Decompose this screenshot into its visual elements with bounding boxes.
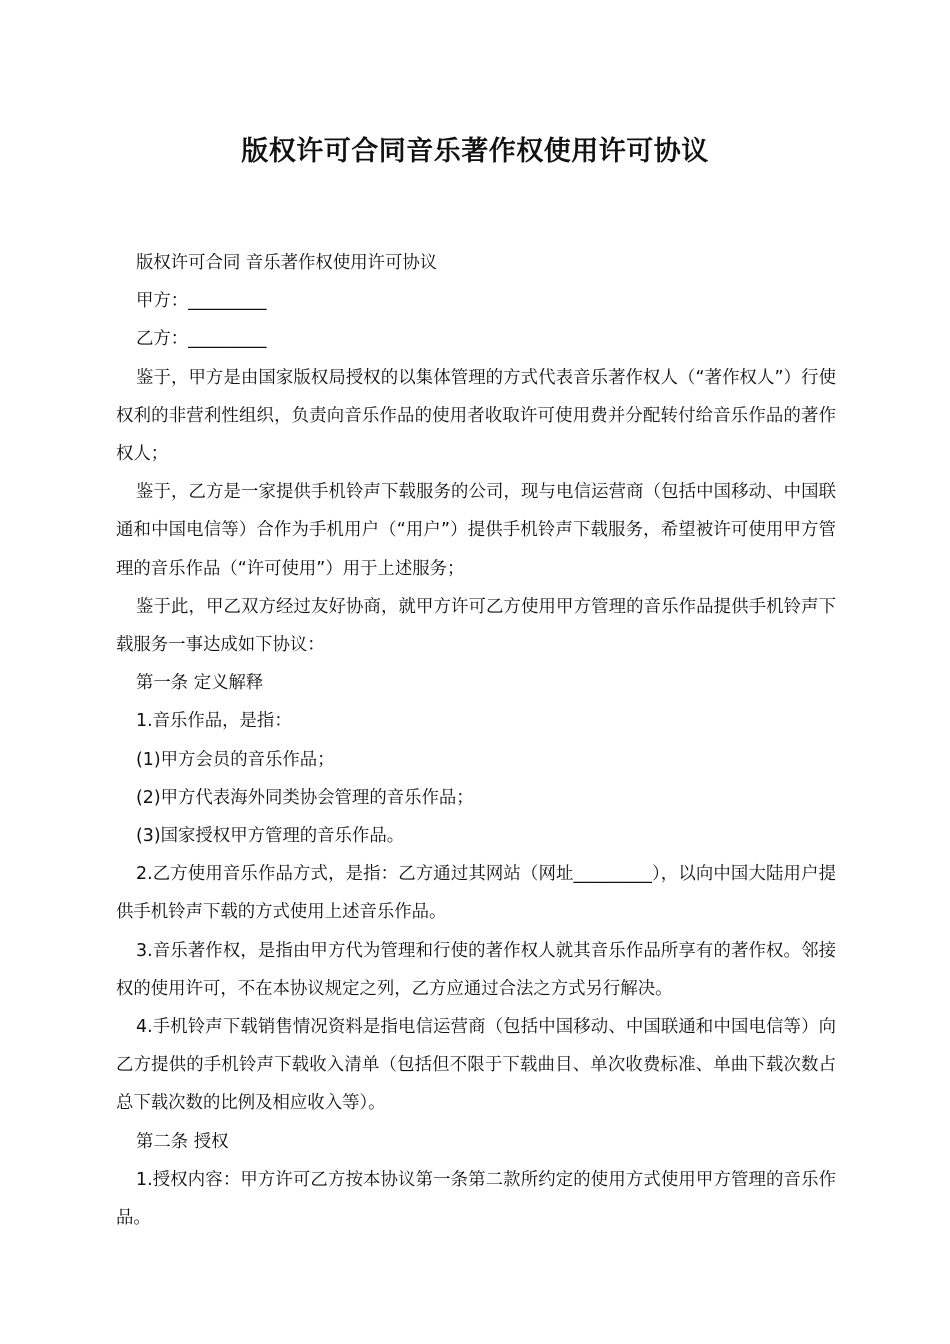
document-title: 版权许可合同音乐著作权使用许可协议 bbox=[241, 136, 709, 167]
paragraph-subtitle: 版权许可合同 音乐著作权使用许可协议 bbox=[136, 253, 438, 273]
paragraph-party-a: 甲方：_________ bbox=[136, 291, 267, 312]
paragraph-party-b: 乙方：_________ bbox=[136, 329, 267, 350]
document-body bbox=[116, 244, 836, 1237]
article-2-heading: 第二条 授权 bbox=[136, 1131, 229, 1152]
paragraph-recital-1: 鉴于，甲方是由国家版权局授权的以集体管理的方式代表音乐著作权人（“著作权人”）行使权利的非营利性组织，负责向音乐作品的使用者收取许可使用费并分配转付给音乐作品的著作权人； bbox=[116, 367, 836, 465]
clause-1-3: 3.音乐著作权，是指由甲方代为管理和行使的著作权人就其音乐作品所享有的著作权。邻接权的使用许可，不在本协议规定之列，乙方应通过合法之方式另行解决。 bbox=[116, 940, 836, 999]
clause-1-1: 1.音乐作品，是指： bbox=[136, 711, 292, 732]
clause-1-1-item-1: (1)甲方会员的音乐作品； bbox=[136, 749, 335, 770]
clause-1-4: 4.手机铃声下载销售情况资料是指电信运营商（包括中国移动、中国联通和中国电信等）向乙方提供的手机铃声下载收入清单（包括但不限于下载曲目、单次收费标准、单曲下载次数占总下载次数的比例及相应收入等）。 bbox=[116, 1017, 836, 1114]
clause-2-1: 1.授权内容：甲方许可乙方按本协议第一条第二款所约定的使用方式使用甲方管理的音乐作品。 bbox=[116, 1169, 836, 1229]
clause-1-1-item-3: (3)国家授权甲方管理的音乐作品。 bbox=[136, 826, 405, 847]
clause-1-1-item-2: (2)甲方代表海外同类协会管理的音乐作品； bbox=[136, 787, 474, 808]
clause-1-2: 2.乙方使用音乐作品方式，是指：乙方通过其网站（网址_________），以向中国大陆用户提供手机铃声下载的方式使用上述音乐作品。 bbox=[116, 864, 836, 923]
paragraph-recital-2: 鉴于，乙方是一家提供手机铃声下载服务的公司，现与电信运营商（包括中国移动、中国联通和中国电信等）合作为手机用户（“用户”）提供手机铃声下载服务，希望被许可使用甲方管理的音乐作品（“许可使用”）用于上述服务； bbox=[116, 482, 836, 579]
article-1-heading: 第一条 定义解释 bbox=[136, 673, 264, 694]
paragraph-recital-3: 鉴于此，甲乙双方经过友好协商，就甲方许可乙方使用甲方管理的音乐作品提供手机铃声下载服务一事达成如下协议： bbox=[116, 596, 836, 656]
